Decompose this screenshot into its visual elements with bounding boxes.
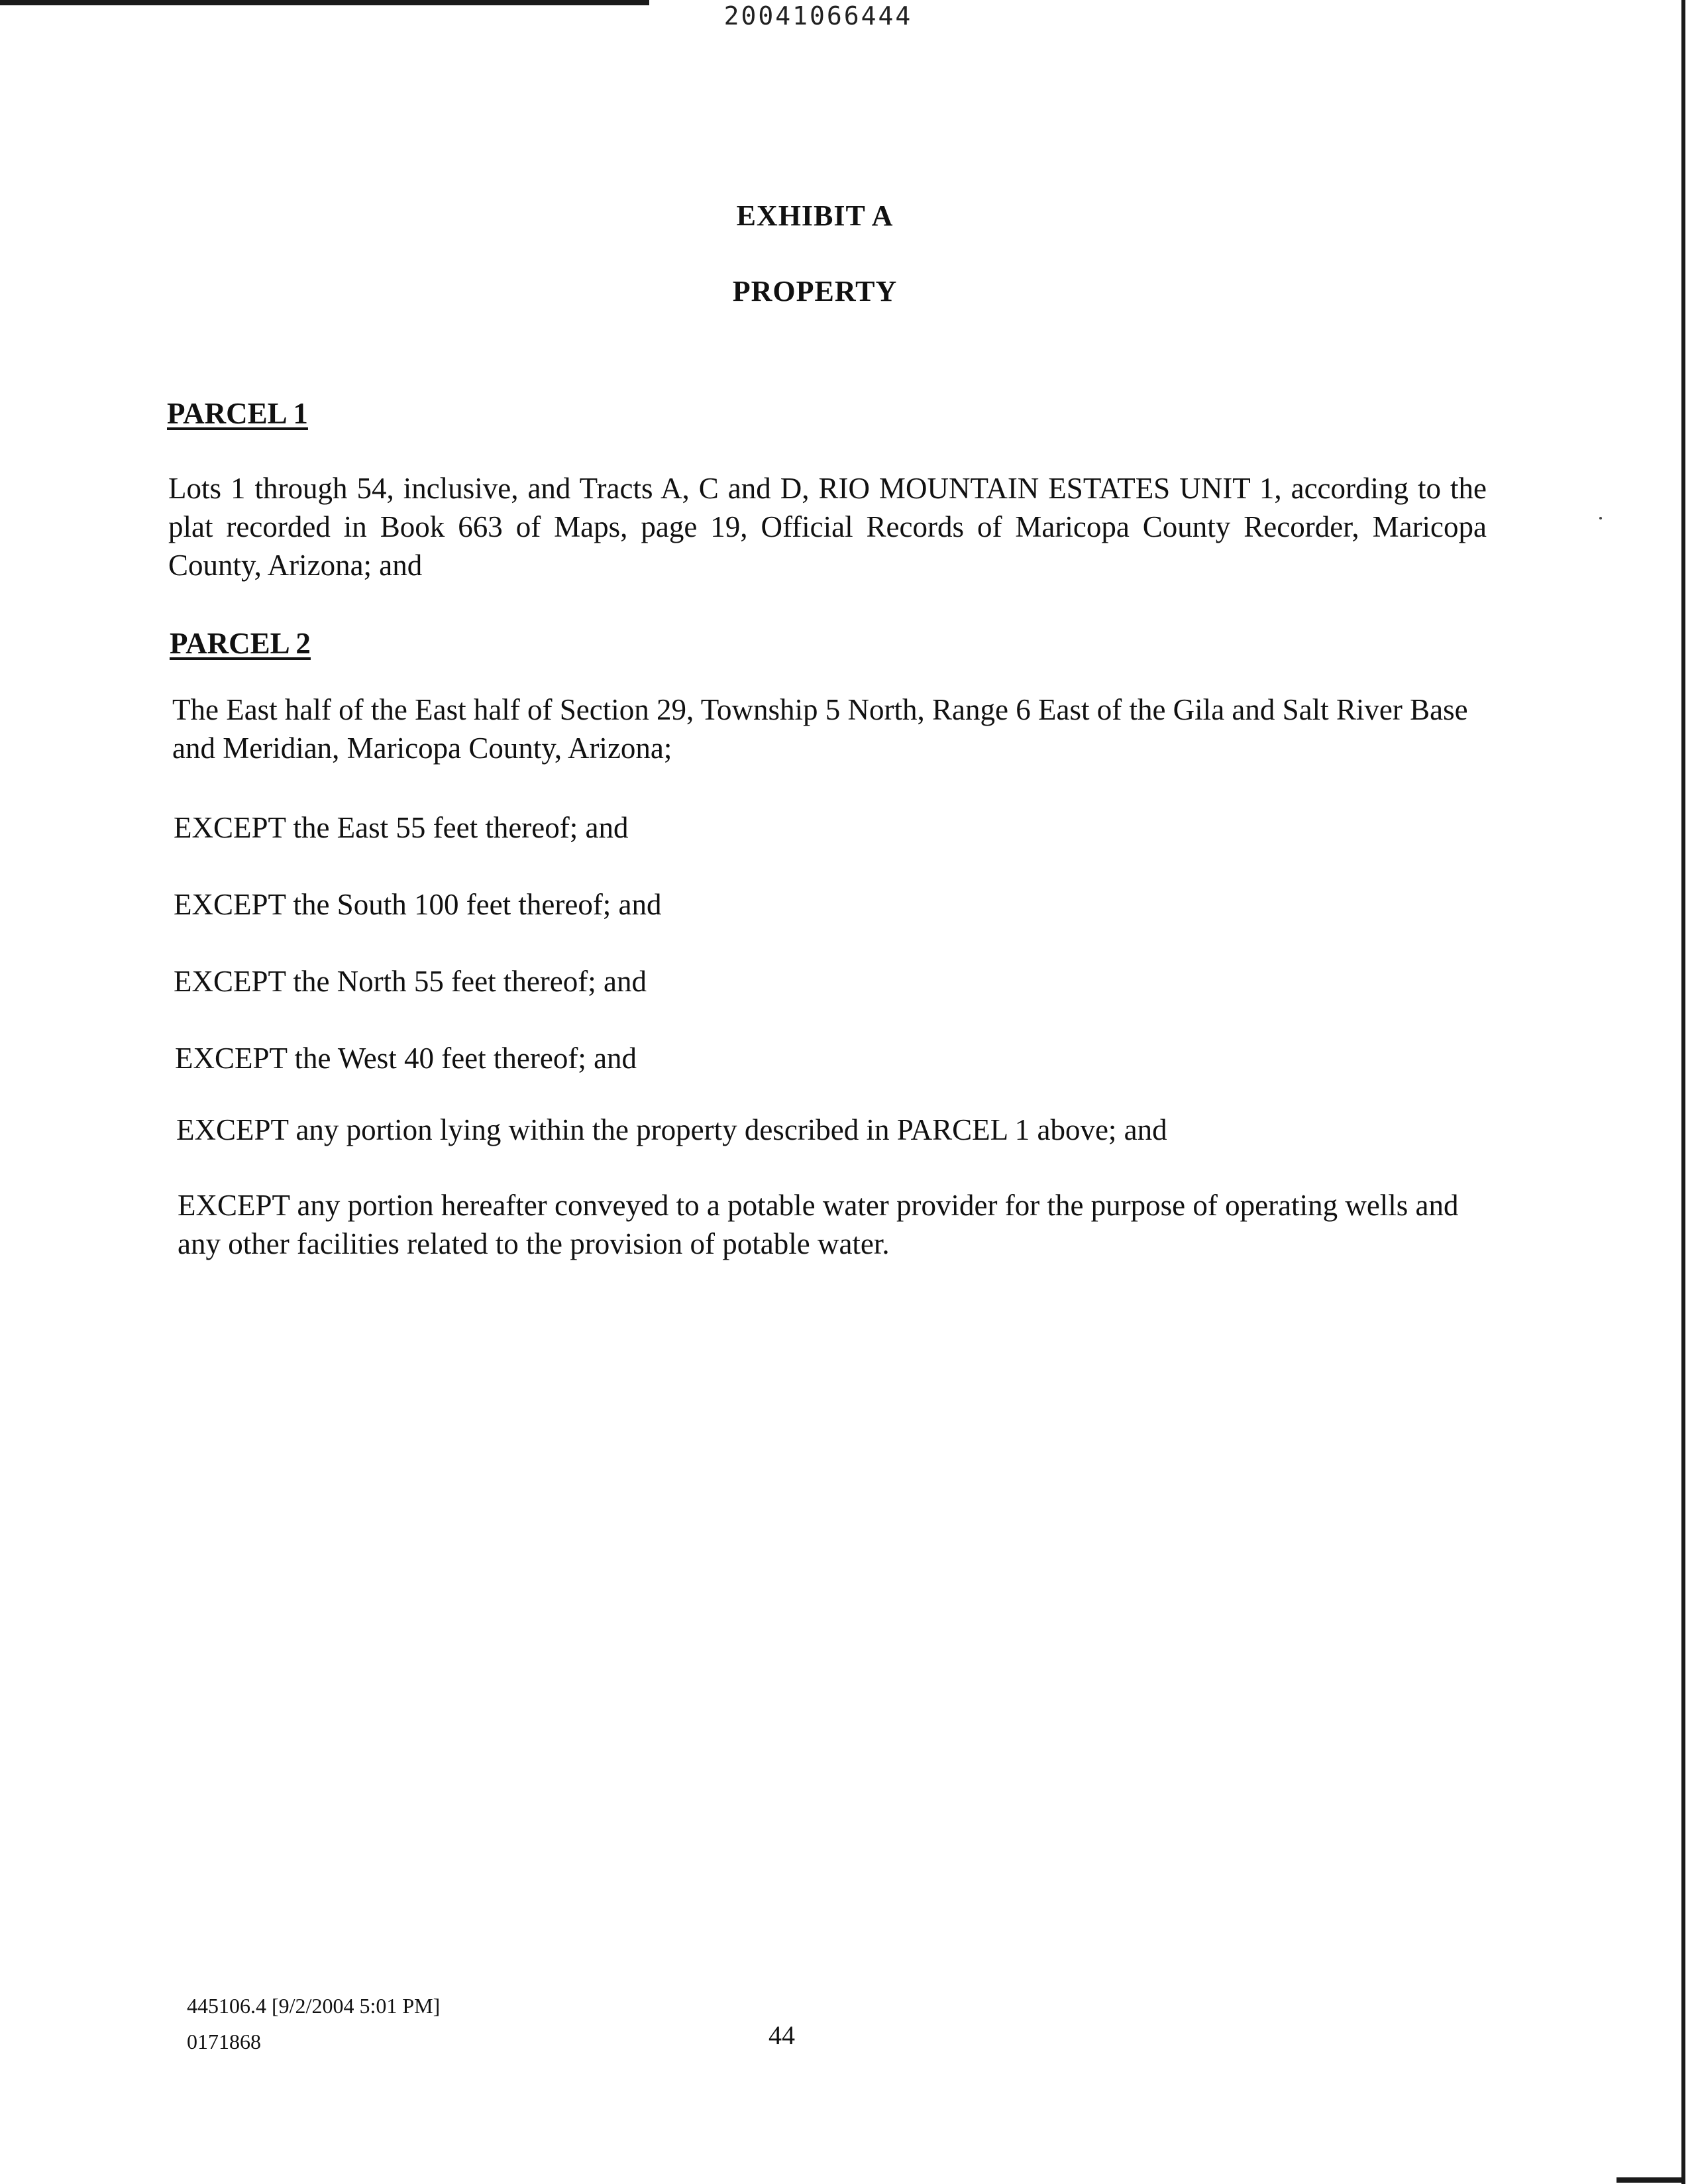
parcel-1-description: Lots 1 through 54, inclusive, and Tracts A, C and D, RIO MOUNTAIN ESTATES UNIT 1, according to the plat recorded in Book 663 of Maps, page 19, Official Records of Maricopa County Recorder, Maricopa County, Arizona; and xyxy=(168,472,1487,582)
scan-edge-bottom xyxy=(1616,2177,1685,2183)
exception-west: EXCEPT the West 40 feet thereof; and xyxy=(175,1042,637,1075)
footer-doc-ref: 445106.4 [9/2/2004 5:01 PM] xyxy=(187,1994,441,2018)
exception-south: EXCEPT the South 100 feet thereof; and xyxy=(174,888,662,921)
parcel-2-heading: PARCEL 2 xyxy=(170,627,311,660)
parcel-2-description: The East half of the East half of Section 29, Township 5 North, Range 6 East of the Gila and Salt River Base and Meridian, Maricopa County, Arizona; xyxy=(172,693,1468,765)
exhibit-title: EXHIBIT A xyxy=(736,199,894,232)
exception-parcel-1: EXCEPT any portion lying within the property described in PARCEL 1 above; and xyxy=(176,1113,1167,1146)
page-number: 44 xyxy=(768,2020,795,2050)
property-title: PROPERTY xyxy=(732,275,898,307)
footer-references xyxy=(187,1988,440,2059)
parcel-1-heading: PARCEL 1 xyxy=(167,397,308,430)
footer-client-ref: 0171868 xyxy=(187,2030,261,2053)
exception-north: EXCEPT the North 55 feet thereof; and xyxy=(174,965,647,998)
scan-speck xyxy=(1599,517,1602,519)
scan-edge-right xyxy=(1681,0,1685,2184)
exception-potable-water: EXCEPT any portion hereafter conveyed to a potable water provider for the purpose of operating wells and any other facilities related to the provision of potable water. xyxy=(178,1189,1459,1260)
recording-number: 20041066444 xyxy=(723,1,913,30)
exception-east: EXCEPT the East 55 feet thereof; and xyxy=(174,811,629,844)
